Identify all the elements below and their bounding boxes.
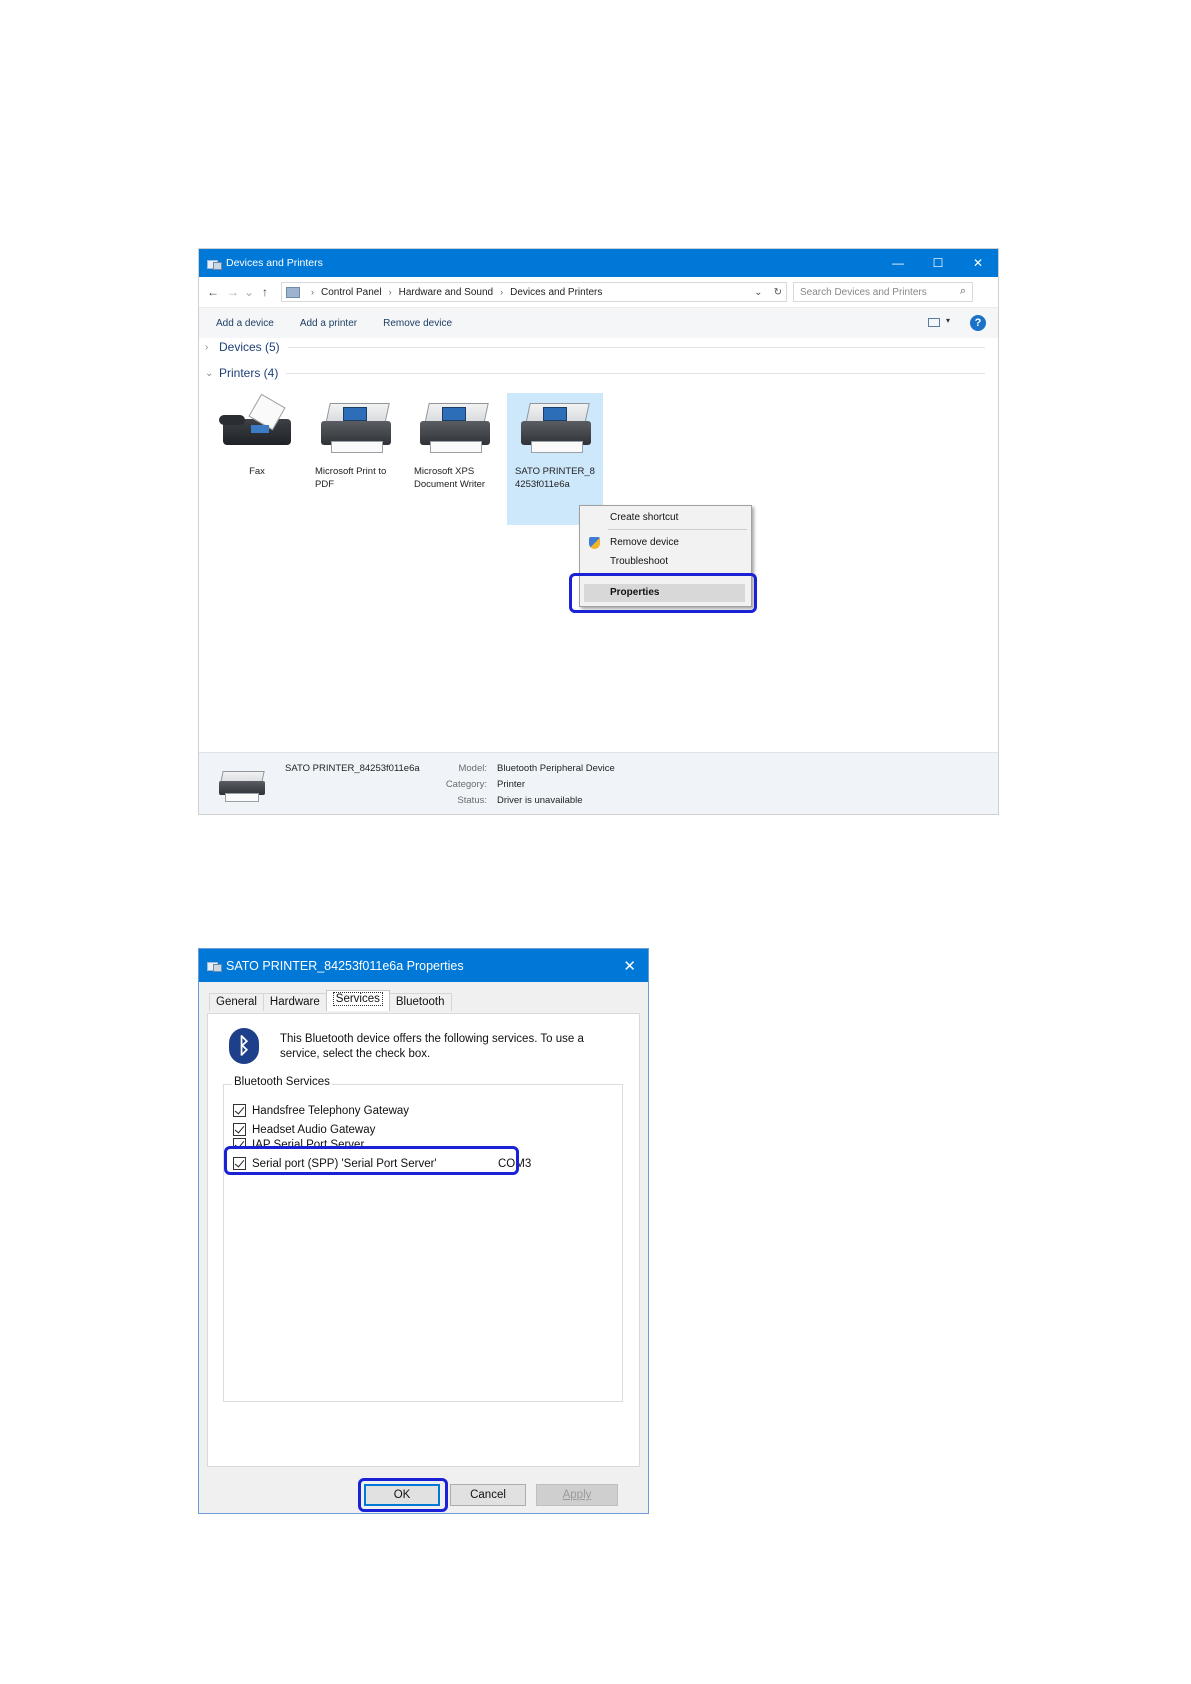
printer-item-fax[interactable] bbox=[209, 397, 305, 478]
service-handsfree-telephony-gateway[interactable] bbox=[233, 1104, 409, 1117]
serial-port-highlight-box bbox=[224, 1146, 519, 1175]
breadcrumb-separator-icon: › bbox=[311, 287, 314, 297]
ok-button[interactable]: OK bbox=[364, 1484, 440, 1506]
printer-icon bbox=[414, 397, 494, 457]
menu-separator bbox=[608, 529, 747, 530]
apply-button[interactable]: Apply bbox=[536, 1484, 618, 1506]
printer-label: Microsoft XPS Document Writer bbox=[414, 466, 486, 490]
maximize-button[interactable]: ☐ bbox=[932, 256, 944, 270]
refresh-icon[interactable]: ↻ bbox=[773, 286, 782, 298]
breadcrumb-separator-icon: › bbox=[388, 287, 392, 297]
breadcrumb-separator-icon: › bbox=[500, 287, 504, 297]
close-button[interactable]: ✕ bbox=[972, 256, 984, 270]
bluetooth-printer-app-icon bbox=[207, 960, 221, 971]
address-dropdown-icon[interactable]: ⌄ bbox=[754, 286, 763, 298]
view-options-caret-icon[interactable]: ▾ bbox=[945, 316, 950, 325]
control-panel-folder-icon bbox=[286, 287, 300, 298]
devices-and-printers-window bbox=[198, 248, 999, 815]
checkbox-checked[interactable] bbox=[233, 1123, 246, 1136]
tab-label: Bluetooth bbox=[395, 996, 445, 1008]
tab-general[interactable] bbox=[209, 993, 264, 1011]
dialog-title: SATO PRINTER_84253f011e6a Properties bbox=[226, 958, 464, 973]
tab-services[interactable] bbox=[326, 990, 390, 1011]
dialog-titlebar bbox=[199, 949, 648, 982]
printer-label: Microsoft Print to PDF bbox=[315, 466, 387, 490]
minimize-button[interactable]: — bbox=[892, 256, 904, 270]
details-category-value: Printer bbox=[497, 779, 525, 790]
checkbox-checked[interactable] bbox=[233, 1104, 246, 1117]
group-divider bbox=[286, 373, 985, 374]
details-model-value: Bluetooth Peripheral Device bbox=[497, 763, 615, 774]
menu-item-remove-device[interactable]: Remove device bbox=[610, 537, 679, 548]
breadcrumb[interactable] bbox=[281, 282, 787, 302]
printers-group-header[interactable] bbox=[205, 366, 985, 380]
printer-properties-dialog bbox=[198, 948, 649, 1514]
group-divider bbox=[288, 347, 985, 348]
collapsed-chevron-icon: › bbox=[205, 341, 209, 353]
window-title: Devices and Printers bbox=[226, 257, 323, 269]
service-label: Serial port (SPP) 'Serial Port Server' bbox=[252, 1157, 437, 1170]
printer-label: Fax bbox=[249, 466, 265, 477]
devices-group-label: Devices (5) bbox=[219, 340, 280, 354]
breadcrumb-devices-and-printers[interactable]: Devices and Printers bbox=[510, 286, 603, 298]
expanded-chevron-icon: ⌄ bbox=[205, 367, 214, 379]
services-tab-panel bbox=[207, 1013, 640, 1467]
services-intro-text: This Bluetooth device offers the following services. To use a service, select the check box. bbox=[280, 1033, 584, 1060]
devices-printers-app-icon bbox=[207, 258, 221, 269]
printer-icon bbox=[217, 767, 269, 807]
search-input[interactable] bbox=[793, 282, 973, 302]
properties-highlight-box bbox=[569, 573, 757, 613]
printer-label: SATO PRINTER_84253f011e6a bbox=[515, 466, 595, 490]
menu-item-create-shortcut[interactable]: Create shortcut bbox=[610, 512, 679, 523]
tab-bluetooth[interactable] bbox=[389, 993, 452, 1011]
details-model-label: Model: bbox=[458, 763, 487, 774]
service-port: COM3 bbox=[498, 1157, 532, 1170]
details-status-label: Status: bbox=[457, 795, 487, 806]
details-pane bbox=[199, 752, 998, 815]
add-printer-button[interactable]: Add a printer bbox=[299, 317, 358, 329]
ok-highlight-box bbox=[358, 1478, 448, 1512]
recent-locations-chevron-icon[interactable]: ⌄ bbox=[243, 285, 255, 299]
help-icon[interactable]: ? bbox=[970, 315, 986, 331]
menu-item-properties[interactable]: Properties bbox=[610, 587, 660, 598]
menu-item-troubleshoot[interactable]: Troubleshoot bbox=[610, 556, 668, 567]
service-label: Handsfree Telephony Gateway bbox=[252, 1104, 410, 1117]
details-category-label: Category: bbox=[445, 779, 487, 790]
address-bar-row bbox=[199, 277, 998, 308]
forward-arrow-icon[interactable]: → bbox=[227, 285, 239, 299]
close-icon[interactable]: ✕ bbox=[623, 958, 636, 975]
details-device-name: SATO PRINTER_84253f011e6a bbox=[285, 763, 420, 774]
breadcrumb-hardware-and-sound[interactable]: Hardware and Sound bbox=[398, 286, 494, 298]
printer-icon bbox=[515, 397, 595, 457]
add-device-button[interactable]: Add a device bbox=[216, 317, 274, 329]
printer-item-microsoft-xps-document-writer[interactable] bbox=[406, 397, 502, 491]
window-titlebar bbox=[199, 249, 998, 277]
change-view-icon[interactable] bbox=[928, 318, 940, 327]
bluetooth-icon: ᛒ bbox=[229, 1028, 259, 1064]
tab-label: General bbox=[216, 996, 257, 1008]
remove-device-button[interactable]: Remove device bbox=[383, 317, 453, 329]
tab-label: Services bbox=[333, 992, 383, 1006]
fax-icon bbox=[217, 397, 297, 457]
service-label: IAP Serial Port Server bbox=[252, 1138, 365, 1147]
printers-group-label: Printers (4) bbox=[219, 366, 279, 380]
service-label: Headset Audio Gateway bbox=[252, 1123, 376, 1136]
uac-shield-icon bbox=[589, 537, 600, 549]
tab-label: Hardware bbox=[269, 996, 320, 1008]
tab-strip bbox=[209, 993, 451, 1013]
service-headset-audio-gateway[interactable] bbox=[233, 1123, 375, 1136]
search-icon[interactable]: ⌕ bbox=[959, 285, 966, 297]
search-placeholder: Search Devices and Printers bbox=[800, 286, 927, 298]
printer-icon bbox=[315, 397, 395, 457]
up-arrow-icon[interactable]: ↑ bbox=[262, 285, 268, 299]
back-arrow-icon[interactable]: ← bbox=[207, 285, 219, 299]
tab-hardware[interactable] bbox=[263, 993, 327, 1011]
breadcrumb-control-panel[interactable]: Control Panel bbox=[321, 286, 382, 298]
cancel-button[interactable]: Cancel bbox=[450, 1484, 526, 1506]
group-title: Bluetooth Services bbox=[234, 1076, 330, 1088]
command-bar bbox=[199, 308, 998, 338]
devices-group-header[interactable] bbox=[205, 340, 985, 354]
printer-item-microsoft-print-to-pdf[interactable] bbox=[307, 397, 403, 491]
details-status-value: Driver is unavailable bbox=[497, 795, 583, 806]
